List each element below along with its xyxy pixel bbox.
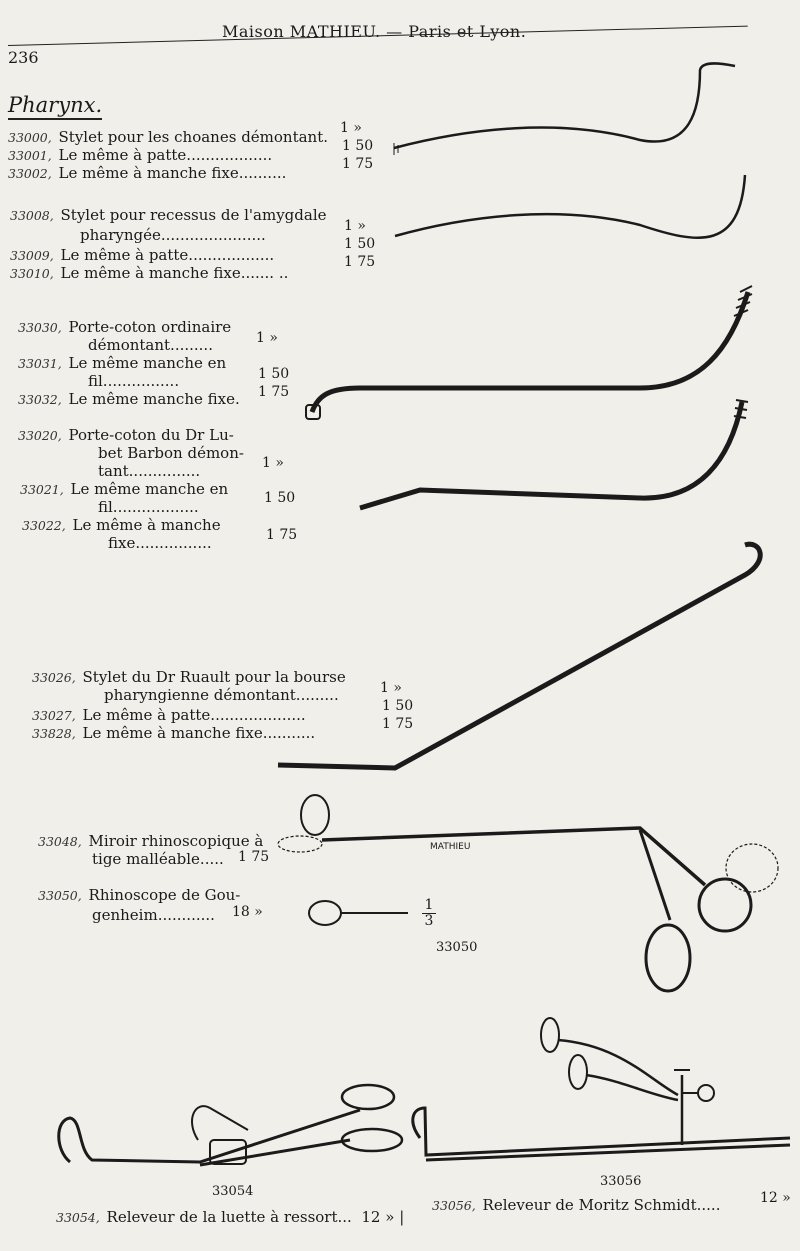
item-number: 33001,	[8, 148, 52, 163]
item-price: 1 50	[344, 236, 376, 252]
porte-coton-illustration	[306, 286, 752, 419]
scale-denominator: 3	[424, 913, 434, 929]
item-number: 33010,	[10, 266, 54, 281]
item-text: Le même à patte..................	[60, 246, 275, 264]
item-text: Stylet du Dr Ruault pour la bourse	[82, 668, 346, 686]
item-price: 1 75	[258, 384, 290, 400]
item-number: 33009,	[10, 248, 54, 263]
item-text: bet Barbon démon-	[98, 444, 244, 462]
item-price: 1 50	[264, 490, 296, 506]
item-price: 1 75	[382, 716, 414, 732]
item-number: 33828,	[32, 726, 76, 741]
section-title: Pharynx.	[8, 93, 102, 120]
item-price: 1 50	[258, 366, 290, 382]
figure-label-33050: 33050	[436, 940, 478, 955]
stylet-ruault-illustration	[278, 544, 760, 768]
item-text: fixe................	[108, 534, 212, 552]
item-text: fil..................	[98, 498, 199, 516]
item-number: 33002,	[8, 166, 52, 181]
item-text: Le même manche fixe.	[68, 390, 240, 408]
item-number: 33022,	[22, 518, 66, 533]
item-price: 12 »	[361, 1208, 395, 1226]
item-text: pharyngée......................	[80, 226, 266, 244]
item-price: 1 75	[344, 254, 376, 270]
item-text: Le même à patte..................	[58, 146, 273, 164]
item-text: Miroir rhinoscopique à	[88, 832, 264, 850]
item-number: 33008,	[10, 208, 54, 223]
item-text: fil................	[88, 372, 180, 390]
item-price: 1 75	[342, 156, 374, 172]
item-text: Le même à manche fixe...........	[82, 724, 316, 742]
item-number: 33020,	[18, 428, 62, 443]
item-text: Porte-coton ordinaire	[68, 318, 232, 336]
item-text: Le même manche en	[68, 354, 227, 372]
item-price: 1 »	[340, 120, 362, 136]
item-text: Releveur de la luette à ressort...	[106, 1208, 352, 1226]
engraved-brand: MATHIEU	[430, 842, 471, 852]
item-text: Le même à manche fixe....... ..	[60, 264, 289, 282]
item-text: tant...............	[98, 462, 201, 480]
item-number: 33032,	[18, 392, 62, 407]
item-price: 1 75	[266, 527, 298, 543]
separator: |	[399, 1208, 405, 1226]
item-number: 33056,	[432, 1198, 476, 1213]
item-number: 33050,	[38, 888, 82, 903]
item-text: démontant.........	[88, 336, 213, 354]
stylet-amygdale-illustration	[395, 175, 745, 238]
item-price: 12 »	[760, 1190, 791, 1206]
releveur-luette-illustration	[59, 1085, 402, 1165]
porte-coton-lubet-barbon-illustration	[360, 400, 748, 508]
item-text: Stylet pour recessus de l'amygdale	[60, 206, 327, 224]
item-text: tige malléable.....	[92, 850, 224, 868]
item-number: 33026,	[32, 670, 76, 685]
item-number: 33030,	[18, 320, 62, 335]
item-price: 1 »	[344, 218, 366, 234]
item-price: 1 50	[382, 698, 414, 714]
stylet-choanes-illustration	[394, 63, 735, 155]
item-price: 1 75	[238, 849, 270, 865]
figure-label-33056: 33056	[600, 1174, 642, 1189]
page-number: 236	[8, 48, 39, 67]
item-text: Rhinoscope de Gou-	[88, 886, 241, 904]
rhinoscope-illustration	[278, 795, 778, 991]
item-price: 1 »	[380, 680, 402, 696]
item-text: Stylet pour les choanes démontant.	[58, 128, 329, 146]
item-number: 33000,	[8, 130, 52, 145]
item-text: Le même à manche fixe..........	[58, 164, 287, 182]
scale-numerator: 1	[422, 898, 436, 914]
item-text: Le même à manche	[72, 516, 221, 534]
item-text: Le même à patte....................	[82, 706, 306, 724]
item-text: genheim............	[92, 906, 215, 924]
releveur-moritz-schmidt-illustration	[413, 1018, 790, 1160]
item-number: 33048,	[38, 834, 82, 849]
item-text: Le même manche en	[70, 480, 229, 498]
item-text: Releveur de Moritz Schmidt.....	[482, 1196, 721, 1214]
item-price: 18 »	[232, 904, 263, 920]
item-number: 33021,	[20, 482, 64, 497]
item-price: 1 50	[342, 138, 374, 154]
item-text: pharyngienne démontant.........	[104, 686, 339, 704]
page-header-title: Maison MATHIEU. — Paris et Lyon.	[222, 22, 527, 41]
item-number: 33054,	[56, 1210, 100, 1225]
item-text: Porte-coton du Dr Lu-	[68, 426, 234, 444]
figure-label-33054: 33054	[212, 1184, 254, 1199]
item-number: 33027,	[32, 708, 76, 723]
item-number: 33031,	[18, 356, 62, 371]
item-price: 1 »	[256, 330, 278, 346]
item-price: 1 »	[262, 455, 284, 471]
